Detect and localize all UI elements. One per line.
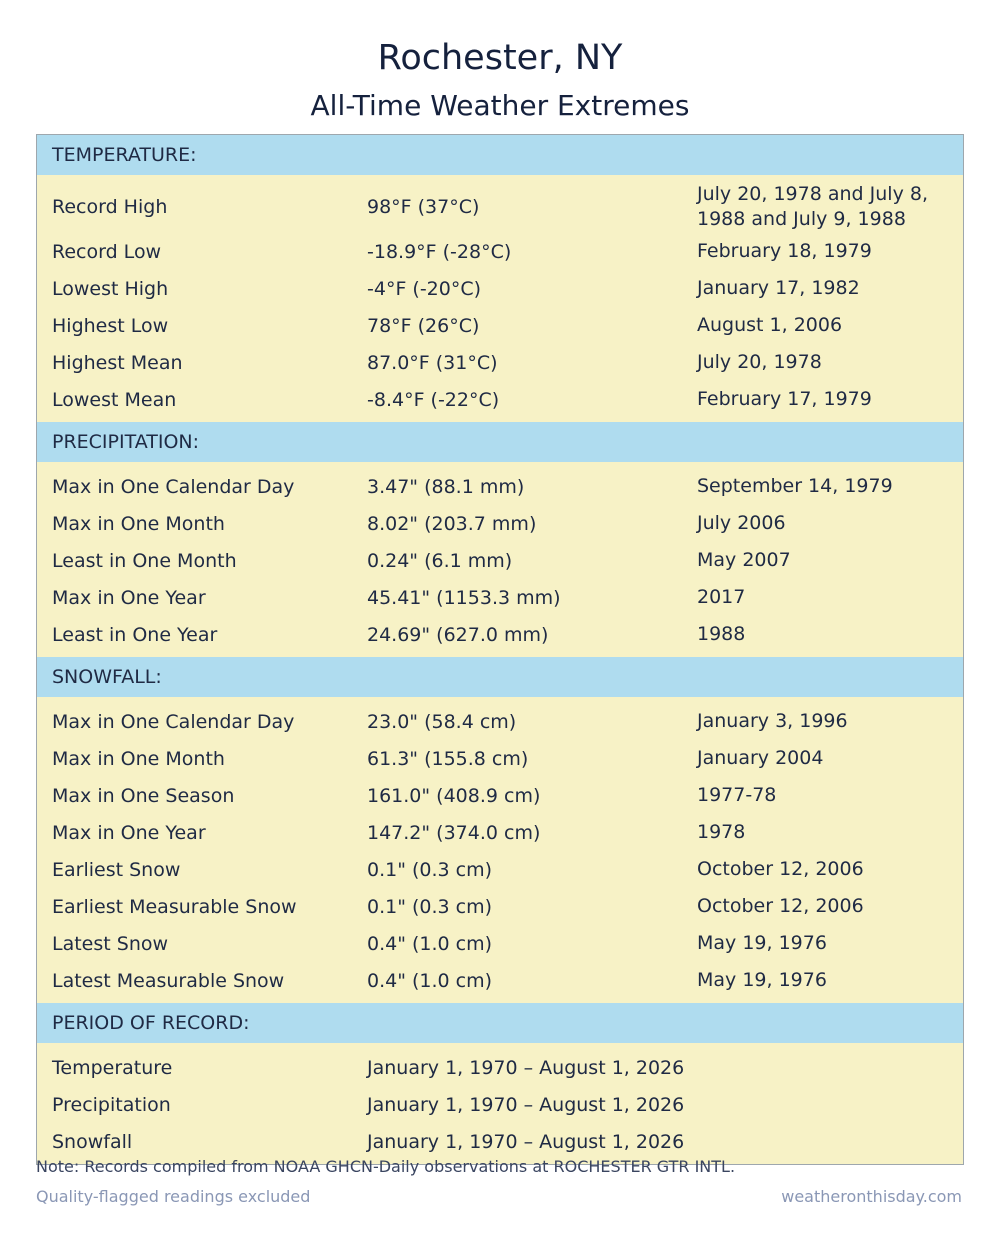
row-value: 0.4" (1.0 cm)	[367, 932, 493, 955]
row-label: Latest Snow	[52, 932, 169, 955]
page-subtitle: All-Time Weather Extremes	[310, 89, 690, 122]
row-label: Earliest Measurable Snow	[52, 895, 297, 918]
row-date: 2017	[697, 586, 746, 608]
row-label: Earliest Snow	[52, 858, 181, 881]
section-body-precipitation	[37, 462, 963, 657]
row-date: May 19, 1976	[697, 932, 827, 954]
table-row	[37, 233, 963, 270]
row-label: Least in One Year	[52, 623, 218, 646]
row-value: 0.1" (0.3 cm)	[367, 895, 493, 918]
row-label: Least in One Month	[52, 549, 237, 572]
row-date: July 2006	[697, 512, 786, 534]
row-date: May 19, 1976	[697, 969, 827, 991]
row-label: Max in One Month	[52, 512, 225, 535]
row-label: Max in One Year	[52, 821, 206, 844]
row-label: Lowest Mean	[52, 388, 177, 411]
row-label: Highest Mean	[52, 351, 183, 374]
row-label: Latest Measurable Snow	[52, 969, 285, 992]
row-value: 45.41" (1153.3 mm)	[367, 586, 561, 609]
table-row	[37, 381, 963, 418]
row-value: 0.1" (0.3 cm)	[367, 858, 493, 881]
table-row	[37, 1049, 963, 1086]
row-date: July 20, 1978	[697, 351, 822, 373]
footer-site-link[interactable]: weatheronthisday.com	[781, 1187, 962, 1206]
row-value: 24.69" (627.0 mm)	[367, 623, 549, 646]
row-date: January 3, 1996	[697, 710, 848, 732]
row-value: 161.0" (408.9 cm)	[367, 784, 541, 807]
row-date: January 2004	[697, 747, 824, 769]
table-row	[37, 1123, 963, 1160]
row-value: 0.24" (6.1 mm)	[367, 549, 513, 572]
row-date: May 2007	[697, 549, 791, 571]
row-date: October 12, 2006	[697, 858, 864, 880]
row-label: Snowfall	[52, 1130, 133, 1153]
row-date: February 18, 1979	[697, 240, 872, 262]
row-date: 1977-78	[697, 784, 777, 806]
row-range: January 1, 1970 – August 1, 2026	[367, 1130, 685, 1153]
section-body-temperature	[37, 175, 963, 422]
row-date: 1988	[697, 623, 746, 645]
table-row	[37, 468, 963, 505]
row-label: Max in One Calendar Day	[52, 710, 295, 733]
row-value: -8.4°F (-22°C)	[367, 388, 500, 411]
page-title: Rochester, NY	[377, 38, 623, 78]
row-value: 78°F (26°C)	[367, 314, 480, 337]
section-header-period-of-record: PERIOD OF RECORD:	[37, 1003, 963, 1043]
table-row	[37, 740, 963, 777]
table-row	[37, 505, 963, 542]
section-header-snowfall: SNOWFALL:	[37, 657, 963, 697]
section-header-precipitation: PRECIPITATION:	[37, 422, 963, 462]
row-label: Precipitation	[52, 1093, 171, 1116]
row-value: 147.2" (374.0 cm)	[367, 821, 541, 844]
row-value: 0.4" (1.0 cm)	[367, 969, 493, 992]
row-date: July 20, 1978 and July 8, 1988 and July 9, 1988	[697, 183, 928, 230]
row-value: 98°F (37°C)	[367, 196, 480, 218]
table-row	[37, 888, 963, 925]
table-row	[37, 703, 963, 740]
table-row	[37, 616, 963, 653]
table-row	[37, 181, 963, 233]
table-row	[37, 814, 963, 851]
table-row	[37, 777, 963, 814]
row-label: Max in One Month	[52, 747, 225, 770]
row-date: August 1, 2006	[697, 314, 843, 336]
table-row	[37, 962, 963, 999]
row-value: 87.0°F (31°C)	[367, 351, 498, 374]
row-label: Max in One Season	[52, 784, 235, 807]
row-date: February 17, 1979	[697, 388, 872, 410]
table-row	[37, 542, 963, 579]
row-value: 23.0" (58.4 cm)	[367, 710, 517, 733]
row-value: 8.02" (203.7 mm)	[367, 512, 537, 535]
section-body-period-of-record	[37, 1043, 963, 1164]
table-row	[37, 579, 963, 616]
row-label: Record Low	[52, 240, 162, 263]
table-row	[37, 270, 963, 307]
section-header-temperature: TEMPERATURE:	[37, 135, 963, 175]
row-range: January 1, 1970 – August 1, 2026	[367, 1056, 685, 1079]
table-row	[37, 344, 963, 381]
row-label: Lowest High	[52, 277, 169, 300]
row-value: -18.9°F (-28°C)	[367, 240, 512, 263]
section-body-snowfall	[37, 697, 963, 1003]
row-label: Highest Low	[52, 314, 169, 337]
row-label: Record High	[52, 196, 168, 218]
row-value: 3.47" (88.1 mm)	[367, 475, 525, 498]
source-note: Note: Records compiled from NOAA GHCN-Daily observations at ROCHESTER GTR INTL.	[36, 1157, 736, 1176]
extremes-table	[36, 134, 964, 1165]
row-date: January 17, 1982	[697, 277, 860, 299]
row-label: Temperature	[52, 1056, 173, 1079]
table-row	[37, 925, 963, 962]
table-row	[37, 307, 963, 344]
row-date: 1978	[697, 821, 746, 843]
row-date: September 14, 1979	[697, 475, 893, 497]
footer-qc-note: Quality-flagged readings excluded	[36, 1187, 311, 1206]
row-range: January 1, 1970 – August 1, 2026	[367, 1093, 685, 1116]
row-value: 61.3" (155.8 cm)	[367, 747, 529, 770]
row-label: Max in One Year	[52, 586, 206, 609]
row-value: -4°F (-20°C)	[367, 277, 482, 300]
row-date: October 12, 2006	[697, 895, 864, 917]
row-label: Max in One Calendar Day	[52, 475, 295, 498]
table-row	[37, 1086, 963, 1123]
table-row	[37, 851, 963, 888]
